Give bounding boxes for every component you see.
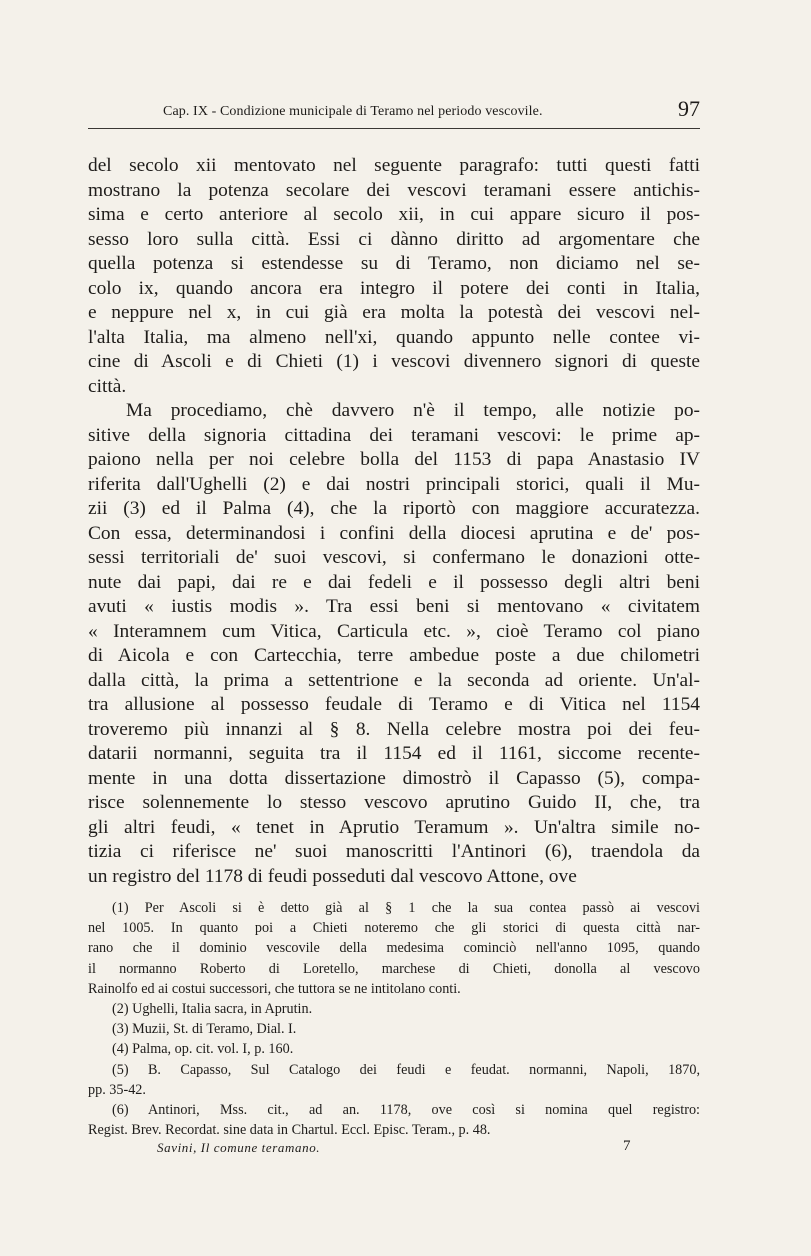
header-rule	[88, 128, 700, 129]
footnote-line: il normanno Roberto di Loretello, marchese di Chieti, donolla al vescovo	[88, 960, 700, 977]
body-line: mente in una dotta dissertazione dimostrò il Capasso (5), compa-	[88, 767, 700, 789]
body-line: risce solennemente lo stesso vescovo aprutino Guido II, che, tra	[88, 792, 700, 813]
footnote-line: (2) Ughelli, Italia sacra, in Aprutin.	[112, 1000, 313, 1017]
body-line: colo ix, quando ancora era integro il potere dei conti in Italia,	[88, 277, 700, 299]
footnote-line: pp. 35-42.	[88, 1081, 146, 1098]
footnote-line: (1) Per Ascoli si è detto già al § 1 che la sua contea passò ai vescovi	[112, 900, 700, 916]
body-line: troveremo più innanzi al § 8. Nella celebre mostra poi dei feu-	[88, 718, 700, 740]
body-line: « Interamnem cum Vitica, Carticula etc. », cioè Teramo col piano	[88, 620, 700, 642]
sheet-number: 7	[623, 1138, 631, 1154]
body-line: Ma procediamo, chè davvero n'è il tempo, alle notizie po-	[126, 400, 700, 421]
body-line: dalla città, la prima a settentrione e la seconda ad oriente. Un'al-	[88, 669, 700, 691]
body-line: quella potenza si estendesse su di Teramo, non diciamo nel se-	[88, 253, 700, 274]
page-number: 97	[678, 96, 700, 121]
body-line: cine di Ascoli e di Chieti (1) i vescovi divennero signori di queste	[88, 351, 700, 372]
footnote-line: (5) B. Capasso, Sul Catalogo dei feudi e feudat. normanni, Napoli, 1870,	[112, 1061, 700, 1078]
footnote-line: (3) Muzii, St. di Teramo, Dial. I.	[112, 1021, 297, 1038]
body-line: sitive della signoria cittadina dei teramani vescovi: le prime ap-	[88, 424, 700, 446]
footnote-line: (4) Palma, op. cit. vol. I, p. 160.	[112, 1041, 294, 1058]
body-line: mostrano la potenza secolare dei vescovi teramani essere antichis-	[88, 179, 700, 201]
footnote-line: rano che il dominio vescovile della medesima cominciò nell'anno 1095, quando	[88, 940, 700, 957]
body-line: paiono nella per noi celebre bolla del 1153 di papa Anastasio IV	[88, 449, 700, 470]
body-line: Con essa, determinandosi i confini della diocesi aprutina e de' pos-	[88, 522, 700, 544]
body-line: datarii normanni, seguita tra il 1154 ed il 1161, siccome recente-	[88, 743, 700, 764]
body-line: e neppure nel x, in cui già era molta la potestà dei vescovi nel-	[88, 302, 700, 323]
body-text	[88, 154, 700, 889]
body-line: gli altri feudi, « tenet in Aprutio Teramum ». Un'altra simile no-	[88, 816, 700, 838]
body-line: tra allusione al possesso feudale di Teramo e di Vitica nel 1154	[88, 694, 700, 715]
signature-line: Savini, Il comune teramano.	[157, 1140, 321, 1155]
body-line: nute dai papi, dai re e dai fedeli e il possesso degli altri beni	[88, 571, 700, 593]
body-line: zii (3) ed il Palma (4), che la riportò con maggiore accuratezza.	[88, 498, 700, 519]
body-line: tizia ci riferisce ne' suoi manoscritti l'Antinori (6), traendola da	[88, 841, 700, 862]
body-line: avuti « iustis modis ». Tra essi beni si mentovano « civitatem	[88, 596, 700, 617]
body-line: sima e certo anteriore al secolo xii, in cui appare sicuro il pos-	[88, 204, 700, 225]
running-head	[88, 96, 700, 126]
running-title: Cap. IX - Condizione municipale di Teramo nel periodo vescovile.	[163, 104, 543, 119]
body-line: l'alta Italia, ma almeno nell'xi, quando appunto nelle contee vi-	[88, 326, 700, 348]
body-line: un registro del 1178 di feudi posseduti dal vescovo Attone, ove	[88, 865, 577, 887]
footnote-line: Rainolfo ed ai costui successori, che tuttora se ne intitolano conti.	[88, 980, 461, 997]
body-line: città.	[88, 375, 127, 397]
footnote-line: Regist. Brev. Recordat. sine data in Chartul. Eccl. Episc. Teram., p. 48.	[88, 1122, 491, 1139]
footnote-line: (6) Antinori, Mss. cit., ad an. 1178, ove così si nomina quel registro:	[112, 1101, 700, 1118]
footnotes	[88, 898, 700, 1140]
body-line: del secolo xii mentovato nel seguente paragrafo: tutti questi fatti	[88, 155, 700, 176]
body-line: riferita dall'Ughelli (2) e dai nostri principali storici, quali il Mu-	[88, 473, 700, 495]
footnote-line: nel 1005. In quanto poi a Chieti noteremo che gli storici di questa città nar-	[88, 920, 700, 937]
body-line: sessi territoriali de' suoi vescovi, si confermano le donazioni otte-	[88, 547, 700, 568]
body-line: di Aicola e con Cartecchia, terre ambedue poste a due chilometri	[88, 645, 700, 666]
body-line: sesso loro sulla città. Essi ci dànno diritto ad argomentare che	[88, 228, 700, 250]
